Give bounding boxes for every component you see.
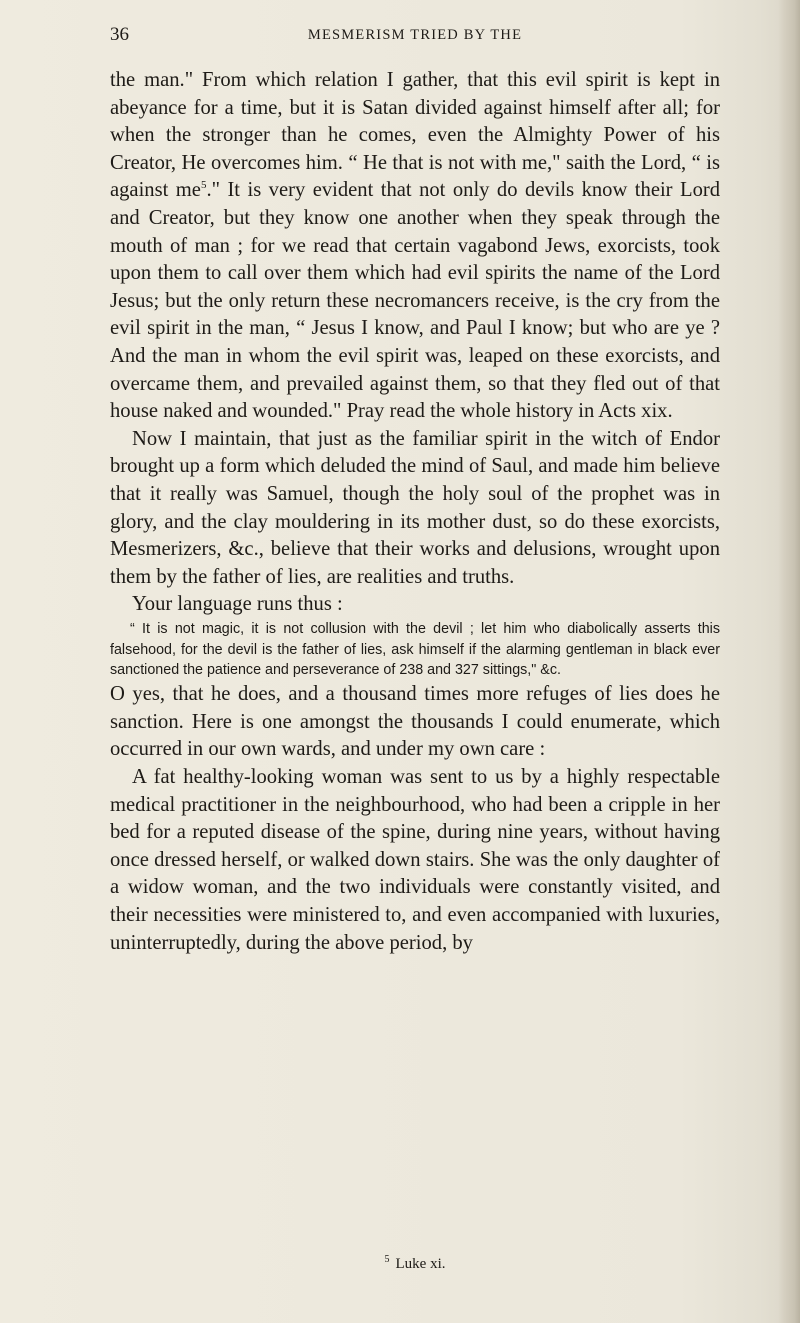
- paragraph-1-part-b: ." It is very evident that not only do devils know their Lord and Creator, but they know one another when they speak through the mouth of man ; for we read that certain vagabond Jews, exorcists, took upon them to call over them which had evil spirits the name of the Lord Jesus; but the only return these necromancers receive, is the cry from the evil spirit in the man, “ Jesus I know, and Paul I know; but who are ye ? And the man in whom the evil spirit was, leaped on these exorcists, and overcame them, and prevailed against them, so that they fled out of that house naked and wounded." Pray read the whole history in Acts xix.: [110, 179, 721, 423]
- paragraph-1-part-a: the man." From which relation I gather, that this evil spirit is kept in abeyance for a time, but it is Satan divided against himself after all; for when the stronger than he comes, even the Almighty Power of his Creator, He overcomes him. “ He that is not with me," saith the Lord, “ is against me: [110, 69, 720, 202]
- footnote-text: Luke xi.: [395, 1256, 446, 1272]
- paragraph-3: Your language runs thus :: [132, 593, 343, 616]
- page-edge-shadow: [778, 0, 800, 1323]
- page-number: 36: [110, 24, 129, 45]
- footnote-reference: 5: [200, 179, 207, 192]
- running-head: MESMERISM TRIED BY THE: [307, 27, 523, 43]
- paragraph-5: A fat healthy-looking woman was sent to us by a highly respectable medical practitioner in the neighbourhood, who had been a cripple in her bed for a reputed disease of the spine, during nine years, without having once dressed herself, or walked down stairs. She was the only daughter of a widow woman, and the two individuals were constantly visited, and their necessities were ministered to, and even accompanied with luxuries, uninterruptedly, during the above period, by: [110, 766, 720, 954]
- block-quote: “ It is not magic, it is not collusion with the devil ; let him who diabolically asserts this falsehood, for the devil is the father of lies, ask himself if the alarming gentleman in black ever sanctioned the patience and perseverance of 238 and 327 sittings," &c.: [110, 620, 720, 679]
- paragraph-1: [110, 67, 720, 426]
- paragraph-2: Now I maintain, that just as the familiar spirit in the witch of Endor brought up a form which deluded the mind of Saul, and made him believe that it really was Samuel, though the holy soul of the prophet was in glory, and the clay mouldering in its mother dust, so do these exorcists, Mesmerizers, &c., believe that their works and delusions, wrought upon them by the father of lies, are realities and truths.: [110, 427, 720, 588]
- body-text: [110, 67, 720, 957]
- footnote-mark: 5: [384, 1254, 390, 1265]
- footnote: [110, 1256, 720, 1273]
- page-header: [110, 24, 720, 52]
- paragraph-4: O yes, that he does, and a thousand times more refuges of lies does he sanction. Here is one amongst the thousands I could enumerate, which occurred in our own wards, and under my own care :: [110, 683, 720, 761]
